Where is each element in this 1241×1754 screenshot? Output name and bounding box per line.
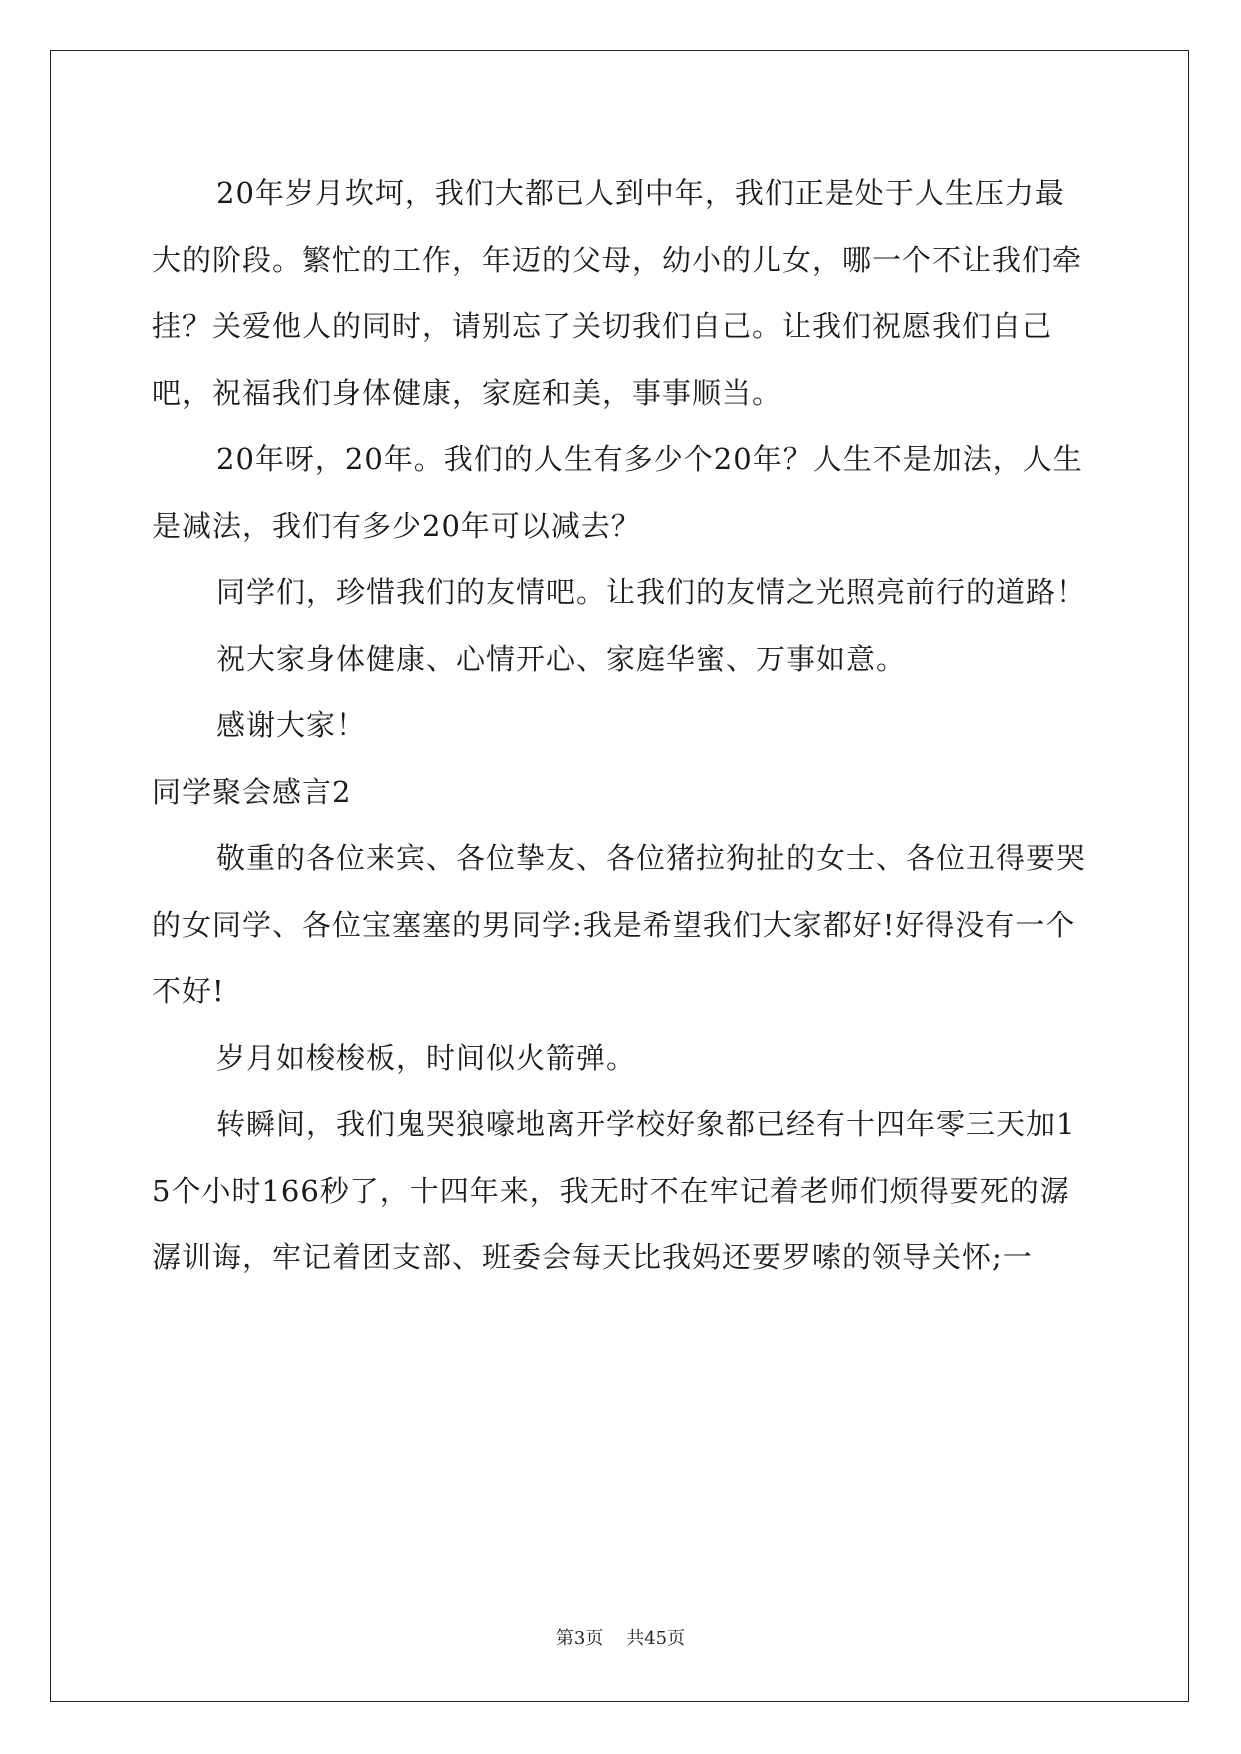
page-number: 第3页 <box>555 1628 604 1649</box>
paragraph: 敬重的各位来宾、各位挚友、各位猪拉狗扯的女士、各位丑得要哭的女同学、各位宝塞塞的男同学:我是希望我们大家都好!好得没有一个不好! <box>152 841 1087 1008</box>
paragraph: 20年呀，20年。我们的人生有多少个20年？人生不是加法，人生是减法，我们有多少20年可以减去？ <box>152 442 1083 543</box>
paragraph: 同学们，珍惜我们的友情吧。让我们的友情之光照亮前行的道路！ <box>216 575 1087 609</box>
document-body <box>152 160 1092 1291</box>
section-heading: 同学聚会感言2 <box>152 774 352 809</box>
paragraph: 感谢大家！ <box>216 708 367 742</box>
page-total: 共45页 <box>626 1628 686 1649</box>
page-footer <box>0 1627 1241 1651</box>
paragraph: 转瞬间，我们鬼哭狼嚎地离开学校好象都已经有十四年零三天加15个小时166秒了，十四年来，我无时不在牢记着老师们烦得要死的潺潺训诲，牢记着团支部、班委会每天比我妈还要罗嗦的领导关怀;一 <box>152 1107 1076 1274</box>
paragraph: 祝大家身体健康、心情开心、家庭华蜜、万事如意。 <box>216 641 907 676</box>
paragraph: 岁月如梭梭板，时间似火箭弹。 <box>216 1040 637 1075</box>
paragraph: 20年岁月坎坷，我们大都已人到中年，我们正是处于人生压力最大的阶段。繁忙的工作，年迈的父母，幼小的儿女，哪一个不让我们牵挂？关爱他人的同时，请别忘了关切我们自己。让我们祝愿我们自己吧，祝福我们身体健康，家庭和美，事事顺当。 <box>152 176 1083 410</box>
